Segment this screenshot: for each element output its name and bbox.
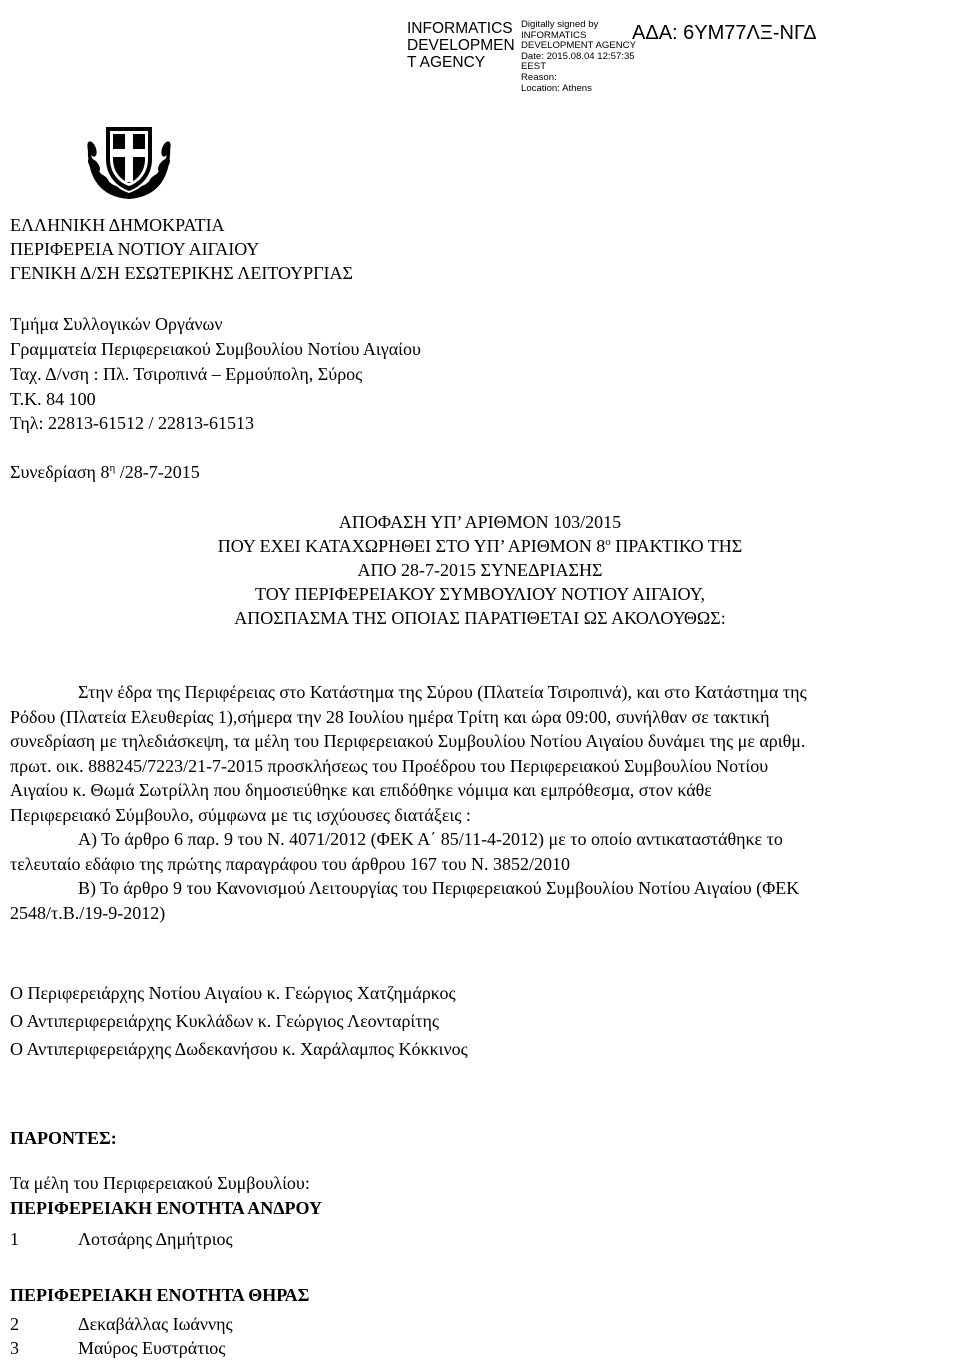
- signature-detail-line: Digitally signed by: [521, 19, 599, 30]
- session-date: /28-7-2015: [115, 462, 200, 482]
- ada-code: ΑΔΑ: 6ΥΜ77ΛΞ-ΝΓΔ: [632, 22, 817, 44]
- session-ordinal: η: [109, 462, 116, 474]
- member-row: [10, 1337, 225, 1359]
- subtitle-text: ΠΡΑΚΤΙΚΟ ΤΗΣ: [610, 536, 743, 556]
- decision-subtitle-line: [0, 535, 960, 557]
- signature-detail-line: Location: Athens: [521, 82, 592, 94]
- signature-org-line: T AGENCY: [407, 54, 486, 71]
- paragraph-line: συνεδρίαση με τηλεδιάσκεψη, τα μέλη του Περιφερειακού Συμβουλίου Νοτίου Αιγαίου δυνάμει της με αριθμ.: [10, 731, 806, 751]
- paragraph-line: Ρόδου (Πλατεία Ελευθερίας 1),σήμερα την 28 Ιουλίου ημέρα Τρίτη και ώρα 09:00, συνήλθαν σε τακτική: [10, 706, 770, 727]
- member-name: Λοτσάρης Δημήτριος: [78, 1229, 233, 1249]
- signature-detail-line: Reason:: [521, 71, 557, 83]
- postal-code-line: Τ.Κ. 84 100: [10, 389, 96, 409]
- signature-detail-line: INFORMATICS: [521, 29, 587, 41]
- signature-detail-line: DEVELOPMENT AGENCY: [521, 40, 636, 52]
- paragraph-line: 2548/τ.Β./19-9-2012): [10, 902, 166, 923]
- regional-unit-heading: ΠΕΡΙΦΕΡΕΙΑΚΗ ΕΝΟΤΗΤΑ ΘΗΡΑΣ: [10, 1285, 310, 1305]
- member-number: 2: [10, 1314, 19, 1334]
- department-line: Γραμματεία Περιφερειακού Συμβουλίου Νοτίου Αιγαίου: [10, 339, 421, 359]
- digital-signature-block: [0, 0, 960, 100]
- address-line: Ταχ. Δ/νση : Πλ. Τσιροπινά – Ερμούπολη, Σύρος: [10, 364, 363, 384]
- authority-line: ΕΛΛΗΝΙΚΗ ΔΗΜΟΚΡΑΤΙΑ: [10, 215, 225, 235]
- department-line: Τμήμα Συλλογικών Οργάνων: [10, 314, 223, 334]
- signature-org-line: INFORMATICS: [407, 20, 513, 37]
- greek-coat-of-arms-icon: [82, 119, 176, 203]
- decision-subtitle-line: ΑΠΟ 28-7-2015 ΣΥΝΕΔΡΙΑΣΗΣ: [357, 560, 603, 580]
- session-label: Συνεδρίαση 8: [10, 462, 110, 482]
- member-name: Μαύρος Ευστράτιος: [78, 1338, 226, 1358]
- signature-detail-line: Date: 2015.08.04 12:57:35: [521, 50, 635, 62]
- member-row: [10, 1228, 233, 1250]
- official-line: Ο Αντιπεριφερειάρχης Δωδεκανήσου κ. Χαράλαμπος Κόκκινος: [10, 1039, 468, 1059]
- decision-title: ΑΠΟΦΑΣΗ ΥΠ’ ΑΡΙΘΜΟΝ 103/2015: [338, 512, 622, 532]
- decision-subtitle-line: ΤΟΥ ΠΕΡΙΦΕΡΕΙΑΚΟΥ ΣΥΜΒΟΥΛΙΟΥ ΝΟΤΙΟΥ ΑΙΓΑΙΟΥ,: [255, 584, 705, 604]
- regional-unit-heading: ΠΕΡΙΦΕΡΕΙΑΚΗ ΕΝΟΤΗΤΑ ΑΝΔΡΟΥ: [10, 1198, 323, 1218]
- paragraph-line: τελευταίο εδάφιο της πρώτης παραγράφου του άρθρου 167 του Ν. 3852/2010: [10, 853, 570, 874]
- present-heading: ΠΑΡΟΝΤΕΣ:: [10, 1128, 117, 1148]
- signature-details: [521, 20, 636, 94]
- paragraph-line: Α) Το άρθρο 6 παρ. 9 του Ν. 4071/2012 (ΦΕΚ Α΄ 85/11-4-2012) με το οποίο αντικαταστάθηκε το: [78, 829, 783, 849]
- subtitle-ordinal: ο: [605, 536, 611, 548]
- signature-org-line: DEVELOPMEN: [407, 37, 515, 54]
- paragraph-line: Β) Το άρθρο 9 του Κανονισμού Λειτουργίας του Περιφερειακού Συμβουλίου Νοτίου Αιγαίου (ΦΕΚ: [78, 878, 800, 898]
- paragraph-line: Στην έδρα της Περιφέρειας στο Κατάστημα της Σύρου (Πλατεία Τσιροπινά), και στο Κατάστημα της: [78, 682, 807, 702]
- signature-detail-line: EEST: [521, 61, 547, 73]
- subtitle-text: ΠΟΥ ΕΧΕΙ ΚΑΤΑΧΩΡΗΘΕΙ ΣΤΟ ΥΠ’ ΑΡΙΘΜΟΝ 8: [217, 536, 606, 556]
- member-name: Δεκαβάλλας Ιωάννης: [78, 1314, 233, 1334]
- present-intro: Τα μέλη του Περιφερειακού Συμβουλίου:: [10, 1173, 310, 1193]
- paragraph-line: πρωτ. οικ. 888245/7223/21-7-2015 προσκλήσεως του Προέδρου του Περιφερειακού Συμβουλίου Νοτίου: [10, 755, 769, 776]
- paragraph-line: Αιγαίου κ. Θωμά Σωτρίλλη που δημοσιεύθηκε και επιδόθηκε νόμιμα και εμπρόθεσμα, στον κάθε: [10, 780, 712, 800]
- authority-line: ΓΕΝΙΚΗ Δ/ΣΗ ΕΣΩΤΕΡΙΚΗΣ ΛΕΙΤΟΥΡΓΙΑΣ: [10, 263, 353, 283]
- member-row: [10, 1313, 233, 1335]
- phone-line: Τηλ: 22813-61512 / 22813-61513: [10, 413, 254, 433]
- official-line: Ο Αντιπεριφερειάρχης Κυκλάδων κ. Γεώργιος Λεονταρίτης: [10, 1011, 440, 1031]
- member-number: 3: [10, 1338, 19, 1358]
- decision-subtitle-line: ΑΠΟΣΠΑΣΜΑ ΤΗΣ ΟΠΟΙΑΣ ΠΑΡΑΤΙΘΕΤΑΙ ΩΣ ΑΚΟΛΟΥΘΩΣ:: [234, 608, 726, 628]
- official-line: Ο Περιφερειάρχης Νοτίου Αιγαίου κ. Γεώργιος Χατζημάρκος: [10, 983, 456, 1003]
- session-paragraph: [10, 680, 958, 925]
- session-line: [10, 461, 200, 483]
- paragraph-line: Περιφερειακό Σύμβουλο, σύμφωνα με τις ισχύουσες διατάξεις :: [10, 804, 471, 825]
- signature-organization: [407, 20, 515, 71]
- member-number: 1: [10, 1229, 19, 1249]
- authority-line: ΠΕΡΙΦΕΡΕΙΑ ΝΟΤΙΟΥ ΑΙΓΑΙΟΥ: [10, 239, 260, 259]
